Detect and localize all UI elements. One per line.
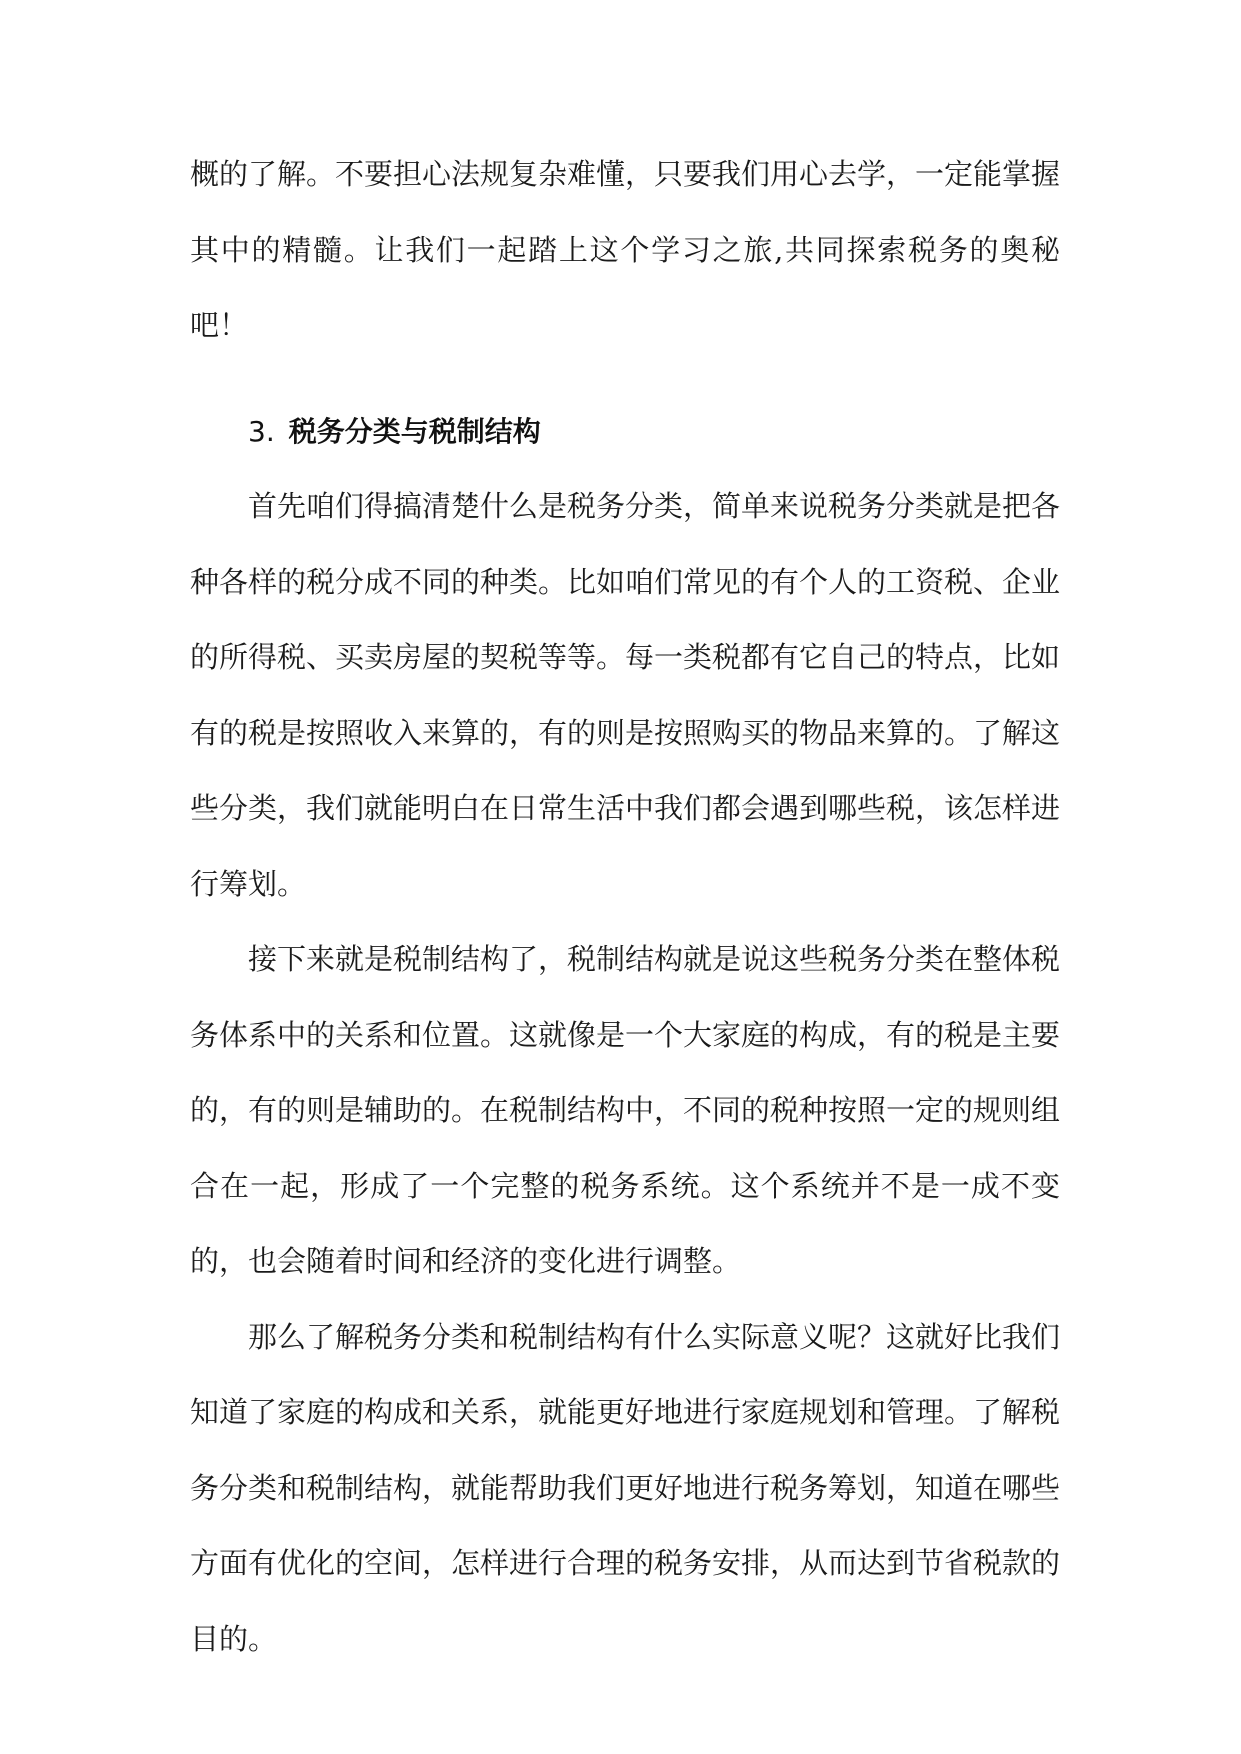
section-heading — [190, 394, 1060, 470]
paragraph-tax-structure: 接下来就是税制结构了，税制结构就是说这些税务分类在整体税务体系中的关系和位置。这就像是一个大家庭的构成，有的税是主要的，有的则是辅助的。在税制结构中，不同的税种按照一定的规则组合在一起，形成了一个完整的税务系统。这个系统并不是一成不变的，也会随着时间和经济的变化进行调整。 — [190, 942, 1061, 1278]
intro-paragraph: 概的了解。不要担心法规复杂难懂，只要我们用心去学，一定能掌握其中的精髓。让我们一起踏上这个学习之旅,共同探索税务的奥秘吧！ — [190, 157, 1061, 342]
paragraph-tax-classification: 首先咱们得搞清楚什么是税务分类，简单来说税务分类就是把各种各样的税分成不同的种类。比如咱们常见的有个人的工资税、企业的所得税、买卖房屋的契税等等。每一类税都有它自己的特点，比如有的税是按照收入来算的，有的则是按照购买的物品来算的。了解这些分类，我们就能明白在日常生活中我们都会遇到哪些税，该怎样进行筹划。 — [190, 489, 1061, 901]
section-number: 3. — [248, 414, 275, 448]
paragraph-practical-meaning: 那么了解税务分类和税制结构有什么实际意义呢？这就好比我们知道了家庭的构成和关系，就能更好地进行家庭规划和管理。了解税务分类和税制结构，就能帮助我们更好地进行税务筹划，知道在哪些方面有优化的空间，怎样进行合理的税务安排，从而达到节省税款的目的。 — [190, 1319, 1061, 1656]
section-title: 税务分类与税制结构 — [288, 414, 541, 448]
document-body — [190, 137, 1060, 1677]
